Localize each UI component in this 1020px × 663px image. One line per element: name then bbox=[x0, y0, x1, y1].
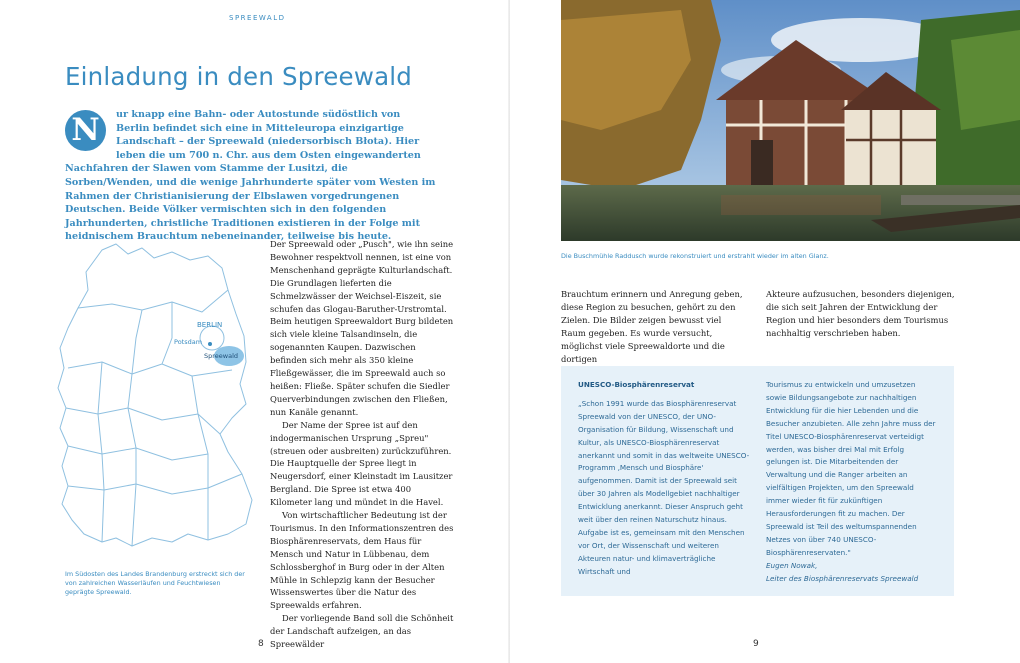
photo-caption: Die Buschmühle Raddusch wurde rekonstruiert und erstrahlt wieder im alten Glanz. bbox=[561, 252, 829, 260]
dropcap: N bbox=[65, 110, 106, 151]
berlin-region bbox=[200, 326, 224, 350]
germany-outline bbox=[58, 244, 252, 546]
body-col-2: Akteure aufzusuchen, besonders diejenigen, die sich seit Jahren der Entwicklung der Region und hier besonders dem Tourismus nachhaltig verschrieben haben. bbox=[766, 289, 955, 338]
box-text-1: „Schon 1991 wurde das Biosphärenreservat Spreewald von der UNESCO, der UNO-Organisation für Bildung, Wissenschaft und Kultur, als UNESCO-Biosphärenreservat anerkannt und somit in das weltweite UNESCO-Programm ‚Mensch und Biosphäre' aufgenommen. Damit ist der Spreewald seit über 30 Jahren als Modellgebiet nachhaltiger Entwicklung anerkannt. Dieser Anspruch geht weit über den reinen Naturschutz hinaus. Aufgabe ist es, gemeinsam mit den Menschen vor Ort, der Wissenschaft und weiteren Akteuren natur- und klimaverträgliche Wirtschaft und bbox=[578, 398, 750, 576]
box-title: UNESCO-Biosphärenreservat bbox=[578, 380, 695, 389]
quote-author-role: Leiter des Biosphärenreservats Spreewald bbox=[766, 573, 919, 583]
map-label-berlin: BERLIN bbox=[197, 321, 223, 329]
running-head: SPREEWALD bbox=[229, 14, 286, 22]
paragraph: Der vorliegende Band soll die Schönheit der Landschaft aufzeigen, an das Spreewälder bbox=[270, 613, 454, 650]
box-text-2: Tourismus zu entwickeln und umzusetzen sowie Bildungsangebote zur nachhaltigen Entwicklung für die hier Lebenden und die Besucher anzubieten. Alle zehn Jahre muss der Titel UNESCO-Biosphärenreservat verteidigt werden, was bisher drei Mal mit Erfolg gelungen ist. Die Mitarbeitenden der Verwaltung und die Ranger arbeiten an vielfältigen Projekten, um den Spreewald immer wieder fit für zukünftigen Herausforderungen fit zu machen. Der Spreewald ist Teil des weltumspannenden Netzes von über 740 UNESCO-Biosphärenreservaten." bbox=[766, 380, 936, 557]
box-col-1 bbox=[578, 379, 750, 579]
map-label-spreewald: Spreewald bbox=[204, 352, 239, 360]
map-label-potsdam: Potsdam bbox=[174, 338, 203, 346]
potsdam-dot bbox=[208, 342, 212, 346]
right-page bbox=[510, 0, 1020, 663]
unesco-box bbox=[561, 366, 954, 596]
box-col-2 bbox=[766, 379, 938, 586]
intro-text: ur knapp eine Bahn- oder Autostunde südöstlich von Berlin befindet sich eine in Mitteleuropa einzigartige Landschaft – der Spreewald (niedersorbisch Błota). Hier leben die um 700 n. Chr. aus dem Osten eingewanderten Nachfahren der Slawen vom Stamme der Lusitzi, die Sorben/Wenden, und die wenige Jahrhunderte später vom Westen im Rahmen der Christianisierung der Elbslawen vorgedrungenen Deutschen. Beide Völker vermischten sich in den folgenden Jahrhunderten, christliche Traditionen existieren in der Folge mit heidnischem Brauchtum nebeneinander, teilweise bis heute. bbox=[65, 109, 436, 243]
body-col-1: Brauchtum erinnern und Anregung geben, diese Region zu besuchen, gehört zu den Zielen. Die Bilder zeigen bewusst viel Raum gegeben. Es wurde versucht, möglichst viele Spreewaldorte und die dortigen bbox=[561, 289, 743, 364]
page-number-left: 8 bbox=[258, 639, 264, 649]
intro-paragraph bbox=[65, 108, 437, 244]
paragraph: Der Spreewald oder „Pusch", wie ihn seine Bewohner respektvoll nennen, ist eine von Menschenhand geprägte Kulturlandschaft. Die Grundlagen lieferten die Schmelzwässer der Weichsel-Eiszeit, sie schufen das Glogau-Baruther-Urstromtal. Beim heutigen Spreewaldort Burg bildeten sich viele kleine Talsandinseln, die sogenannten Kaupen. Dazwischen befinden sich mehr als 350 kleine Fließgewässer, die im Spreewald auch so heißen: Fließe. Später schufen die Siedler Querverbindungen zwischen den Fließen, nun Kanäle genannt. bbox=[270, 239, 454, 417]
body-text-left bbox=[270, 238, 455, 651]
map-caption: Im Südosten des Landes Brandenburg erstreckt sich der von zahlreichen Wasserläufen und Feuchtwiesen geprägte Spreewald. bbox=[65, 570, 245, 596]
paragraph: Von wirtschaftlicher Bedeutung ist der Tourismus. In den Informationszentren des Biosphärenreservats, dem Haus für Mensch und Natur in Lübbenau, dem Schlossberghof in Burg oder in der Alten Mühle in Schlepzig kann der Besucher Wissenswertes über die Natur des Spreewalds erfahren. bbox=[270, 510, 454, 611]
page-number-right: 9 bbox=[753, 639, 759, 649]
germany-map bbox=[32, 238, 262, 558]
paragraph: Der Name der Spree ist auf den indogermanischen Ursprung „Spreu" (streuen oder ausbreiten) zurückzuführen. Die Hauptquelle der Spree liegt in Neugersdorf, einer Kleinstadt im Lausitzer Bergland. Die Spree ist etwa 400 Kilometer lang und mündet in die Havel. bbox=[270, 419, 453, 508]
page-title: Einladung in den Spreewald bbox=[65, 62, 413, 91]
mill-photo bbox=[561, 0, 1020, 241]
quote-author: Eugen Nowak, bbox=[766, 560, 818, 570]
